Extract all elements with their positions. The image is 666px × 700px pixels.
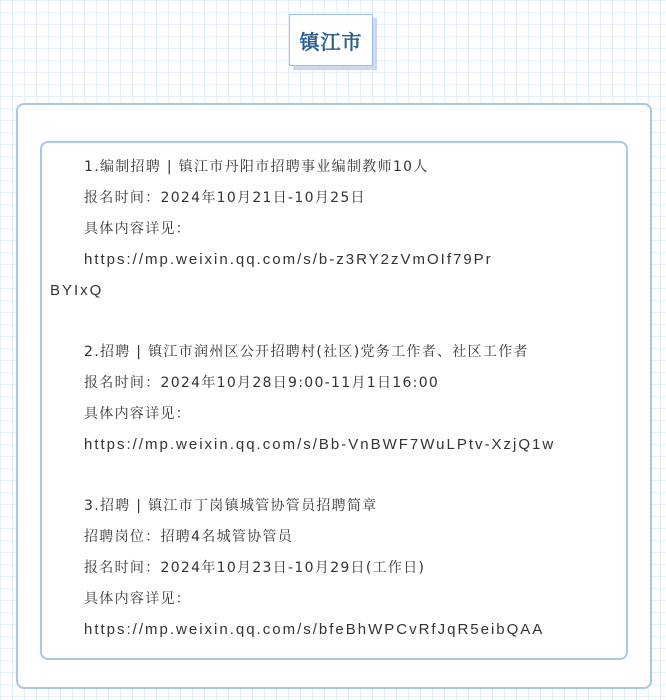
listing-1-link-continued[interactable]: BYIxQ [50, 282, 104, 299]
listing-3-title: 3.招聘 | 镇江市丁岗镇城管协管员招聘简章 [84, 498, 378, 514]
listing-3-details-label: 具体内容详见： [84, 591, 192, 607]
page-title: 镇江市 [299, 29, 363, 54]
listing-1-details-label: 具体内容详见： [84, 221, 192, 237]
listing-3-link[interactable]: https://mp.weixin.qq.com/s/bfeBhWPCvRfJqR5eibQAA [84, 621, 545, 638]
listing-1-signup-time: 报名时间：2024年10月21日-10月25日 [84, 190, 366, 206]
listing-2-title: 2.招聘 | 镇江市润州区公开招聘村(社区)党务工作者、社区工作者 [84, 344, 529, 360]
listing-1-title: 1.编制招聘 | 镇江市丹阳市招聘事业编制教师10人 [84, 159, 429, 175]
listing-3-position: 招聘岗位：招聘4名城管协管员 [84, 529, 294, 545]
listing-2-link[interactable]: https://mp.weixin.qq.com/s/Bb-VnBWF7WuLPtv-XzjQ1w [84, 436, 556, 453]
listing-1-link[interactable]: https://mp.weixin.qq.com/s/b-z3RY2zVmOIf79Pr [84, 251, 493, 268]
listing-2-details-label: 具体内容详见： [84, 406, 192, 422]
title-box [289, 14, 373, 66]
listing-2-signup-time: 报名时间：2024年10月28日9:00-11月1日16:00 [84, 375, 440, 391]
listing-3-signup-time: 报名时间：2024年10月23日-10月29日(工作日) [84, 560, 426, 576]
